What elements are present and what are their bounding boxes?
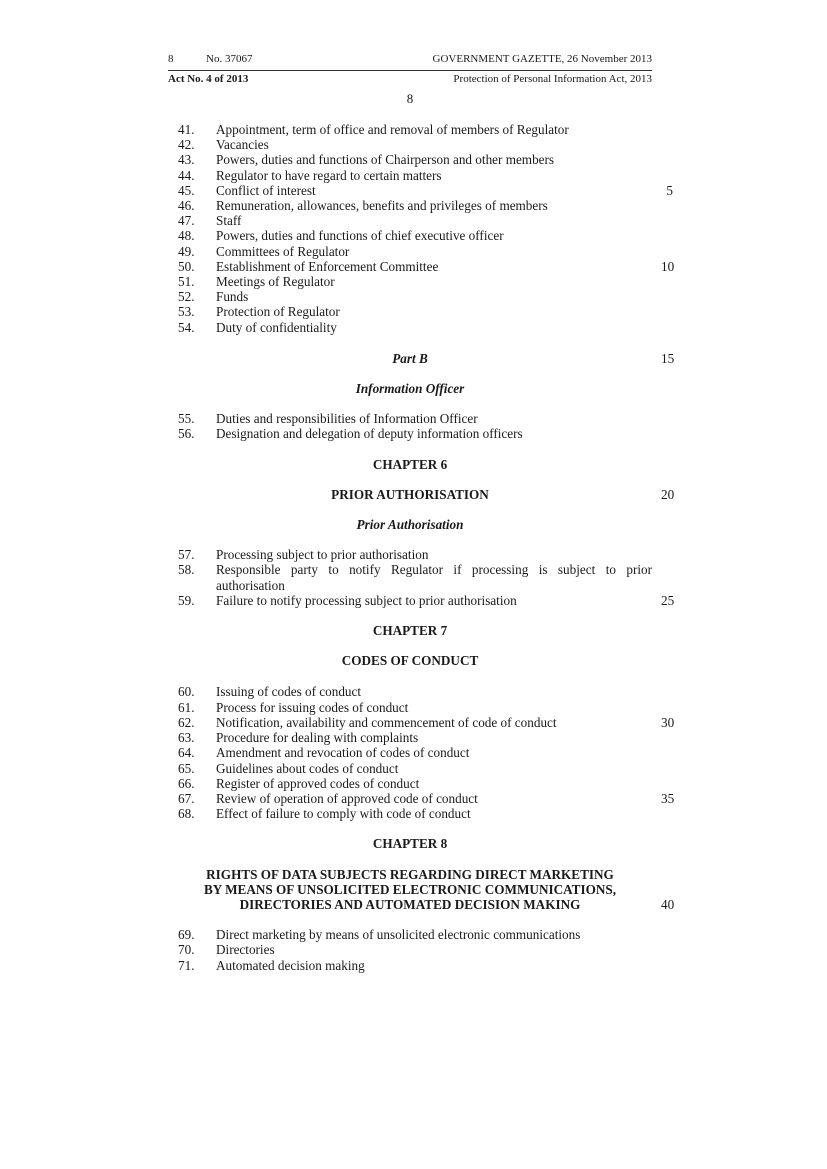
list-item: [168, 198, 652, 213]
section-title: Guidelines about codes of conduct: [216, 760, 399, 776]
section-number: 64.: [178, 745, 195, 761]
list-item: [168, 958, 652, 973]
list-item: [168, 304, 652, 319]
section-title: Committees of Regulator: [216, 243, 350, 259]
line-number: 25: [661, 592, 675, 608]
header-act-number: Act No. 4 of 2013: [168, 73, 249, 85]
section-title: Powers, duties and functions of Chairperson and other members: [216, 152, 555, 168]
chapter-7-heading: CODES OF CONDUCT: [341, 653, 479, 669]
section-number: 65.: [178, 760, 195, 776]
chapter-6-title: CHAPTER 6: [372, 456, 448, 472]
list-item: [168, 182, 673, 198]
section-number: 70.: [178, 942, 195, 958]
section-number: 53.: [178, 304, 195, 320]
list-item: [168, 228, 652, 243]
section-title: Vacancies: [216, 137, 269, 153]
part-b-subtitle: Information Officer: [355, 381, 465, 397]
section-list-part-a: [168, 122, 675, 335]
section-title: Staff: [216, 213, 242, 229]
section-number: 55.: [178, 411, 195, 427]
list-item: [168, 289, 652, 304]
list-item: [168, 927, 652, 942]
line-number: 20: [661, 486, 675, 502]
section-title: Register of approved codes of conduct: [216, 775, 420, 791]
section-title: Procedure for dealing with complaints: [216, 730, 419, 746]
list-item: [168, 806, 652, 821]
section-title: Designation and delegation of deputy information officers: [216, 426, 523, 442]
section-title: Effect of failure to comply with code of conduct: [216, 806, 471, 822]
list-item: [168, 790, 675, 806]
section-list-part-b: [168, 411, 652, 441]
section-number: 63.: [178, 730, 195, 746]
list-item: [168, 137, 652, 152]
list-item: [168, 320, 652, 335]
section-number: 43.: [178, 152, 195, 168]
center-page-number: 8: [406, 91, 414, 106]
list-item: [168, 426, 652, 441]
list-item: [168, 776, 652, 791]
section-number: 45.: [178, 182, 195, 198]
section-number: 41.: [178, 122, 195, 137]
section-number: 51.: [178, 274, 195, 290]
list-item: [168, 714, 675, 730]
part-b-title: Part B 15: [392, 350, 675, 366]
list-item: [168, 152, 652, 167]
section-title: Establishment of Enforcement Committee: [216, 258, 439, 274]
section-title: Directories: [216, 942, 275, 958]
section-title: Review of operation of approved code of conduct: [216, 790, 478, 806]
list-item: [168, 761, 652, 776]
section-title: Funds: [216, 289, 249, 305]
section-number: 66.: [178, 775, 195, 791]
section-title: Amendment and revocation of codes of conduct: [216, 745, 470, 761]
list-item: [168, 168, 652, 183]
chapter-6-heading: PRIOR AUTHORISATION 20: [331, 486, 675, 502]
section-title: Regulator to have regard to certain matters: [216, 167, 442, 183]
section-title: Automated decision making: [216, 957, 365, 973]
header-rule: [168, 70, 652, 71]
header-act-title: Protection of Personal Information Act, 2013: [453, 73, 652, 85]
section-number: 47.: [178, 213, 195, 229]
list-item: [168, 274, 652, 289]
section-list-chapter-8: [168, 927, 652, 973]
list-item: 59. Failure to notify processing subject to prior authorisation 25: [178, 592, 675, 608]
line-number: 15: [661, 350, 675, 366]
section-number: 56.: [178, 426, 195, 442]
chapter-7-title: CHAPTER 7: [372, 623, 448, 639]
section-number: 46.: [178, 198, 195, 214]
line-number: 40: [661, 896, 675, 912]
section-number: 69.: [178, 927, 195, 943]
section-title: Protection of Regulator: [216, 304, 340, 320]
chapter-8-heading: RIGHTS OF DATA SUBJECTS REGARDING DIRECT MARKETING BY MEANS OF UNSOLICITED ELECTRONIC COMMUNICATIONS, DIRECTORIES AND AUTOMATED DECISION MAKING 40: [203, 866, 675, 912]
chapter-6-subtitle: Prior Authorisation: [356, 517, 464, 533]
act-header: [168, 73, 652, 89]
section-number: 50.: [178, 258, 195, 274]
section-number: 52.: [178, 289, 195, 305]
list-item: [168, 684, 652, 699]
list-item: [168, 122, 652, 137]
table-of-contents: [168, 122, 675, 973]
section-number: 60.: [178, 684, 195, 700]
list-item: [168, 244, 652, 259]
list-item: [168, 730, 652, 745]
section-title: Process for issuing codes of conduct: [216, 699, 409, 715]
section-number: 44.: [178, 167, 195, 183]
line-number: 30: [661, 714, 675, 730]
section-list-chapter-7: [168, 684, 675, 822]
gazette-header: [168, 53, 652, 69]
line-number: 10: [661, 258, 675, 274]
line-number: 35: [661, 790, 675, 806]
line-number: 5: [666, 182, 673, 198]
header-page-number: 8: [168, 53, 174, 65]
section-number: 68.: [178, 806, 195, 822]
list-item: [168, 411, 652, 426]
section-number: 42.: [178, 137, 195, 153]
section-title: Appointment, term of office and removal of members of Regulator: [216, 122, 569, 137]
section-title: Direct marketing by means of unsolicited electronic communications: [216, 927, 581, 943]
list-item: [168, 213, 652, 228]
section-title: Notification, availability and commencement of code of conduct: [216, 714, 557, 730]
list-item: 57. Processing subject to prior authorisation: [178, 547, 429, 563]
section-title: Remuneration, allowances, benefits and privileges of members: [216, 198, 548, 214]
section-title: Duty of confidentiality: [216, 319, 337, 335]
list-item: [168, 258, 675, 274]
section-number: 71.: [178, 957, 195, 973]
section-number: 67.: [178, 790, 195, 806]
section-number: 54.: [178, 319, 195, 335]
section-title: Duties and responsibilities of Information Officer: [216, 411, 478, 427]
section-title: Conflict of interest: [216, 182, 316, 198]
section-number: 49.: [178, 243, 195, 259]
list-item: [168, 745, 652, 760]
section-number: 61.: [178, 699, 195, 715]
section-title: Powers, duties and functions of chief executive officer: [216, 228, 504, 244]
section-number: 62.: [178, 714, 195, 730]
section-title: Meetings of Regulator: [216, 274, 335, 290]
section-title: Issuing of codes of conduct: [216, 684, 362, 700]
list-item: 58. Responsible party to notify Regulator if processing is subject to prior authorisation: [178, 562, 652, 593]
header-gazette-title: GOVERNMENT GAZETTE, 26 November 2013: [432, 53, 652, 65]
list-item: [168, 700, 652, 715]
chapter-8-title: CHAPTER 8: [372, 836, 448, 852]
section-list-chapter-6: [168, 547, 675, 608]
list-item: [168, 942, 652, 957]
header-gazette-number: No. 37067: [206, 53, 253, 65]
section-number: 48.: [178, 228, 195, 244]
